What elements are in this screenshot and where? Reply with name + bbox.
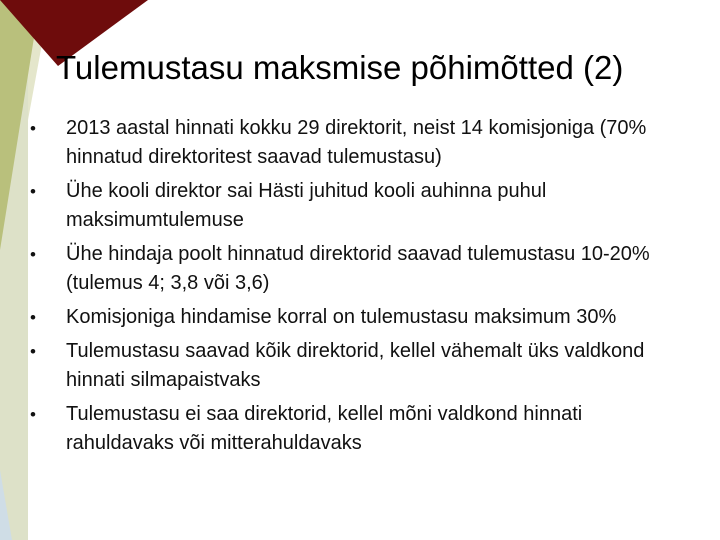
bullet-text: Tulemustasu ei saa direktorid, kellel mõni valdkond hinnati rahuldavaks või mitterahuldavaks [66, 403, 583, 454]
bullet-list [30, 114, 692, 463]
bullet-text: 2013 aastal hinnati kokku 29 direktorit, neist 14 komisjoniga (70% hinnatud direktoritest saavad tulemustasu) [66, 117, 647, 168]
bullet-dot-icon: • [30, 405, 36, 424]
bullet-dot-icon: • [30, 245, 36, 264]
bullet-text: Tulemustasu saavad kõik direktorid, kellel vähemalt üks valdkond hinnati silmapaistvaks [66, 340, 645, 391]
bullet-dot-icon: • [30, 182, 36, 201]
bullet-text: Ühe kooli direktor sai Hästi juhitud kooli auhinna puhul maksimumtulemuse [66, 180, 547, 231]
bullet-item [30, 114, 692, 172]
bullet-dot-icon: • [30, 119, 36, 138]
bullet-dot-icon: • [30, 308, 36, 327]
bullet-item [30, 240, 692, 298]
slide-title: Tulemustasu maksmise põhimõtted (2) [56, 49, 624, 86]
bullet-item [30, 337, 692, 395]
bullet-item [30, 177, 692, 235]
bullet-text: Komisjoniga hindamise korral on tulemustasu maksimum 30% [66, 306, 617, 328]
bullet-item [30, 303, 692, 332]
bullet-item [30, 400, 692, 458]
bullet-dot-icon: • [30, 342, 36, 361]
bullet-text: Ühe hindaja poolt hinnatud direktorid saavad tulemustasu 10-20% (tulemus 4; 3,8 või 3,6) [66, 243, 650, 294]
